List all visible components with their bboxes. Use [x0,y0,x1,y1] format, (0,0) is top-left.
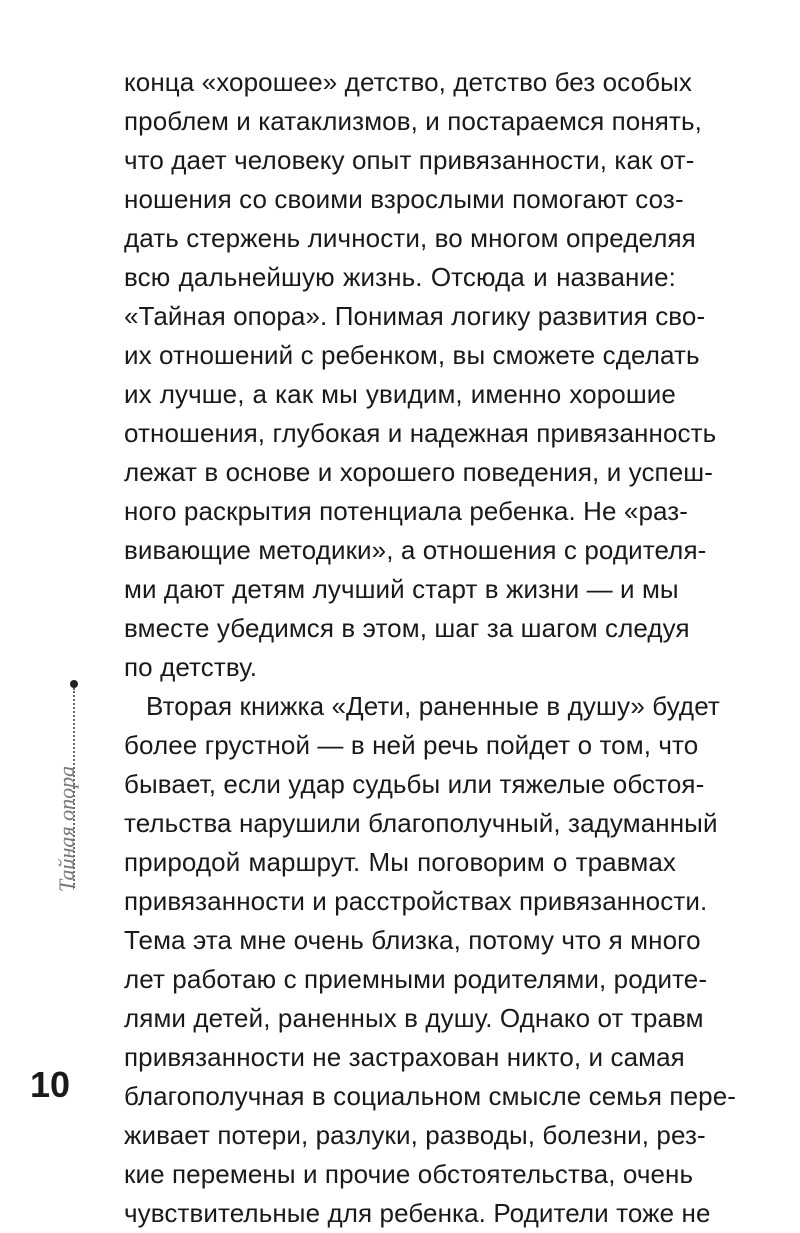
running-head: Тайная опора [54,765,79,892]
text-line: вивающие методики», а отношения с родителя- [124,535,707,565]
text-line: благополучная в социальном смысле семья пере- [124,1081,737,1111]
text-line: их отношений с ребенком, вы сможете сделать [124,340,700,370]
text-line: привязанности и расстройствах привязанности. [124,886,708,916]
text-line: бывает, если удар судьбы или тяжелые обстоя- [124,769,705,799]
text-line: «Тайная опора». Понимая логику развития сво- [124,301,706,331]
text-line: проблем и катаклизмов, и постараемся понять, [124,106,702,136]
text-line: лями детей, раненных в душу. Однако от травм [124,1003,704,1033]
text-line: привязанности не застрахован никто, и самая [124,1042,685,1072]
text-line: ми дают детям лучший старт в жизни — и мы [124,574,679,604]
text-line: чувствительные для ребенка. Родители тоже не [124,1198,711,1228]
text-line: вместе убедимся в этом, шаг за шагом следуя [124,613,690,643]
text-line: конца «хорошее» детство, детство без особых [124,67,693,97]
text-line: отношения, глубокая и надежная привязанность [124,418,717,448]
text-line: кие перемены и прочие обстоятельства, очень [124,1159,694,1189]
text-line: по детству. [124,652,258,682]
text-line: Вторая книжка «Дети, раненные в душу» будет [146,691,720,721]
leader-dot-icon [70,680,78,688]
text-line: их лучше, а как мы увидим, именно хорошие [124,379,676,409]
text-line: ношения со своими взрослыми помогают соз- [124,184,684,214]
text-line: тельства нарушили благополучный, задуманный [124,808,718,838]
text-line: дать стержень личности, во многом определяя [124,223,696,253]
text-line: что дает человеку опыт привязанности, как от- [124,145,695,175]
body-text [124,63,737,1233]
text-line: более грустной — в ней речь пойдет о том, что [124,730,699,760]
text-line: всю дальнейшую жизнь. Отсюда и название: [124,262,676,292]
text-line: лет работаю с приемными родителями, родите- [124,964,708,994]
text-line: ного раскрытия потенциала ребенка. Не «раз- [124,496,689,526]
text-line: лежат в основе и хорошего поведения, и успеш- [124,457,714,487]
text-line: Тема эта мне очень близка, потому что я много [124,925,701,955]
page-number: 10 [30,1064,71,1105]
text-line: природой маршрут. Мы поговорим о травмах [124,847,676,877]
text-line: живает потери, разлуки, разводы, болезни, рез- [124,1120,706,1150]
